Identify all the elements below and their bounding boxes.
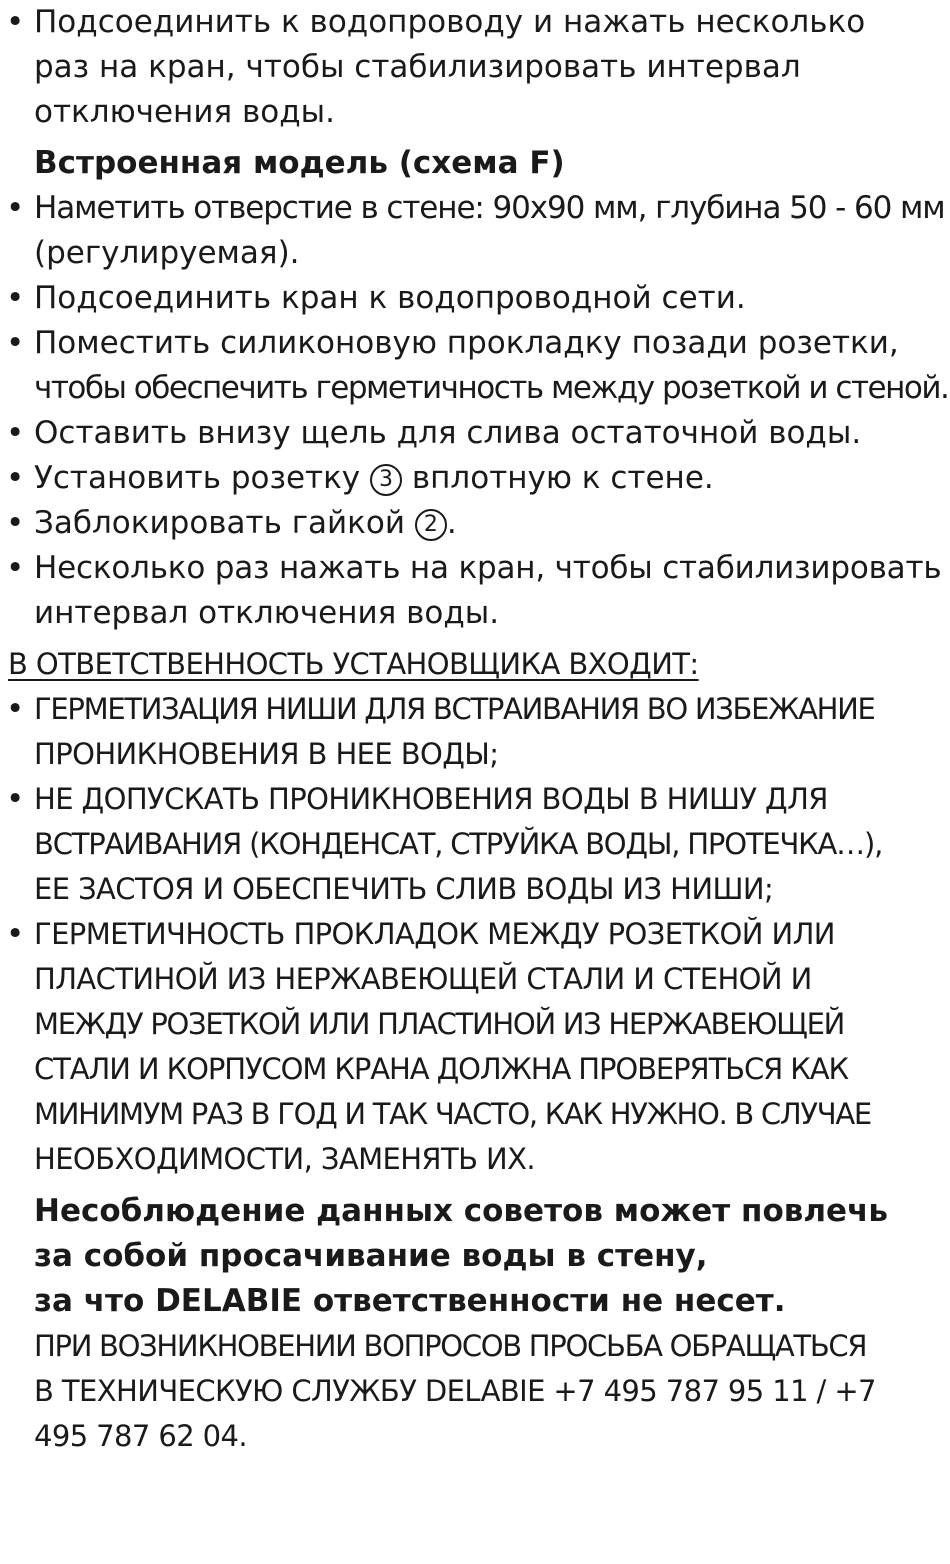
installer-heading: В ОТВЕТСТВЕННОСТЬ УСТАНОВЩИКА ВХОДИТ: [8,647,699,681]
bullet: • [6,916,25,952]
list-item-text: Оставить внизу щель для слива остаточной воды. [34,415,862,451]
list-item-text: отключения воды. [34,94,335,130]
built-in-heading: Встроенная модель (схема F) [34,145,565,181]
bullet: • [6,550,25,586]
list-item-text: СТАЛИ И КОРПУСОМ КРАНА ДОЛЖНА ПРОВЕРЯТЬСЯ КАК [34,1052,849,1086]
list-item-text: МЕЖДУ РОЗЕТКОЙ ИЛИ ПЛАСТИНОЙ ИЗ НЕРЖАВЕЮЩЕЙ [34,1007,845,1041]
list-item-text [34,456,714,501]
bullet: • [6,781,25,817]
list-item-text: НЕ ДОПУСКАТЬ ПРОНИКНОВЕНИЯ ВОДЫ В НИШУ ДЛЯ [34,782,828,816]
contact-text: ПРИ ВОЗНИКНОВЕНИИ ВОПРОСОВ ПРОСЬБА ОБРАЩАТЬСЯ [34,1329,867,1363]
circled-number-2: 2 [415,509,447,541]
list-item-text: Подсоединить к водопроводу и нажать несколько [34,4,866,40]
list-item-text: ЕЕ ЗАСТОЯ И ОБЕСПЕЧИТЬ СЛИВ ВОДЫ ИЗ НИШИ; [34,872,774,906]
bullet: • [6,325,25,361]
warning-text: Несоблюдение данных советов может повлечь [34,1193,888,1229]
list-item-text: ГЕРМЕТИЧНОСТЬ ПРОКЛАДОК МЕЖДУ РОЗЕТКОЙ ИЛИ [34,917,835,951]
list-item-text: Поместить силиконовую прокладку позади розетки, [34,325,899,361]
list-item-text: ПЛАСТИНОЙ ИЗ НЕРЖАВЕЮЩЕЙ СТАЛИ И СТЕНОЙ И [34,962,812,996]
bullet: • [6,190,25,226]
bullet: • [6,505,25,541]
warning-text: за собой просачивание воды в стену, [34,1238,708,1274]
list-item-text: ВСТРАИВАНИЯ (КОНДЕНСАТ, СТРУЙКА ВОДЫ, ПРОТЕЧКА…), [34,827,883,861]
list-item-text-part: Заблокировать гайкой [34,505,415,541]
list-item-text: ГЕРМЕТИЗАЦИЯ НИШИ ДЛЯ ВСТРАИВАНИЯ ВО ИЗБЕЖАНИЕ [34,692,875,726]
bullet: • [6,460,25,496]
contact-text: В ТЕХНИЧЕСКУЮ СЛУЖБУ DELABIE +7 495 787 95 11 / +7 [34,1374,876,1408]
circled-number-3: 3 [370,464,402,496]
warning-text: за что DELABIE ответственности не несет. [34,1283,786,1319]
bullet: • [6,415,25,451]
list-item-text: ПРОНИКНОВЕНИЯ В НЕЕ ВОДЫ; [34,737,499,771]
list-item-text-part: . [446,505,457,541]
list-item-text: Подсоединить кран к водопроводной сети. [34,280,746,316]
list-item-text: Наметить отверстие в стене: 90х90 мм, глубина 50 - 60 мм [34,190,945,226]
list-item-text: чтобы обеспечить герметичность между розеткой и стеной. [34,370,949,406]
bullet: • [6,4,25,40]
list-item-text: Несколько раз нажать на кран, чтобы стабилизировать [34,550,942,586]
list-item-text: (регулируемая). [34,235,300,271]
contact-text: 495 787 62 04. [34,1419,247,1453]
list-item-text [34,501,457,546]
bullet: • [6,691,25,727]
list-item-text: интервал отключения воды. [34,595,500,631]
bullet: • [6,280,25,316]
list-item-text-part: вплотную к стене. [402,460,714,496]
list-item-text: раз на кран, чтобы стабилизировать интервал [34,49,801,85]
list-item-text: НЕОБХОДИМОСТИ, ЗАМЕНЯТЬ ИХ. [34,1142,535,1176]
list-item-text: МИНИМУМ РАЗ В ГОД И ТАК ЧАСТО, КАК НУЖНО. В СЛУЧАЕ [34,1097,871,1131]
list-item-text-part: Установить розетку [34,460,371,496]
